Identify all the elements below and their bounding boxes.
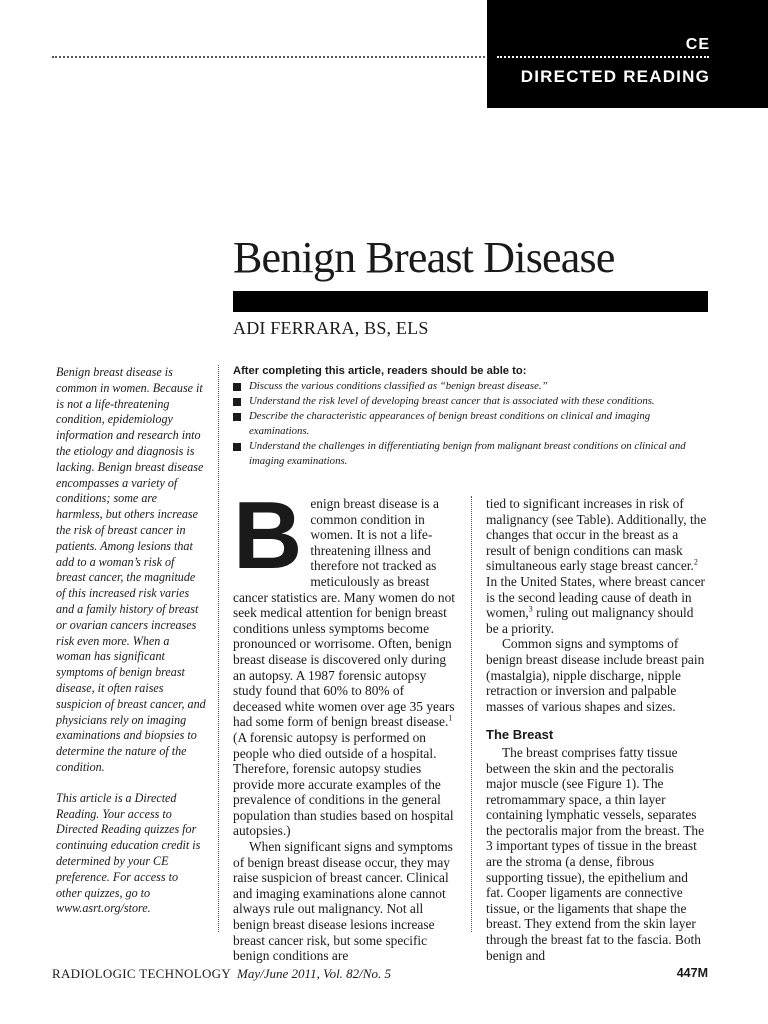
citation: 1 (448, 713, 453, 723)
issue-info: May/June 2011, Vol. 82/No. 5 (237, 966, 391, 981)
objective-item (233, 379, 711, 394)
article-author: ADI FERRARA, BS, ELS (233, 318, 429, 338)
body-column-right (486, 496, 708, 963)
body-paragraph: tied to significant increases in risk of malignancy (see Table). Additionally, the changes that occur in the breast as a result of benign conditions can mask simultaneous early stage breast cancer.$^2$ In the United States, where breast cancer is the second leading cause of death in women,$^3$ ruling out malignancy should be a priority. (486, 496, 707, 636)
citation: 3 (528, 604, 533, 614)
column-divider (471, 496, 473, 932)
ce-label: CE (685, 36, 710, 53)
body-paragraph: When significant signs and symptoms of benign breast disease occur, they may raise suspicion of breast cancer. Clinical and imaging examinations alone cannot always rule out malignancy. Not all benign breast disease lesions increase breast cancer risk, but some specific benign conditions are (233, 839, 453, 964)
title-underline-bar (233, 291, 708, 312)
article-title: Benign Breast Disease (233, 233, 615, 282)
citation: 2 (693, 557, 698, 567)
objective-item (233, 409, 711, 439)
bullet-square-icon (233, 443, 241, 451)
body-paragraph: Common signs and symptoms of benign breast disease include breast pain (mastalgia), nipple discharge, nipple retraction or inversion and palpable masses of various shapes and sizes. (486, 636, 705, 714)
bullet-square-icon (233, 413, 241, 421)
objective-item (233, 439, 711, 469)
objective-item (233, 394, 711, 409)
header-dotted-rule-white (497, 56, 709, 58)
journal-name: RADIOLOGIC TECHNOLOGY (52, 966, 232, 981)
section-header-block (487, 0, 768, 108)
objective-text: Understand the risk level of developing breast cancer that is associated with these conditions. (249, 395, 655, 407)
directed-reading-note: This article is a Directed Reading. Your access to Directed Reading quizzes for continuing education credit is determined by your CE preference. For access to other quizzes, go to www.asrt.org/store. (56, 790, 201, 916)
bullet-square-icon (233, 398, 241, 406)
objective-text: Describe the characteristic appearances of benign breast conditions on clinical and imaging examinations. (249, 410, 651, 437)
objective-text: Discuss the various conditions classified as “benign breast disease.” (249, 380, 548, 392)
objectives-heading: After completing this article, readers should be able to: (233, 365, 527, 377)
objectives-list (233, 379, 711, 469)
body-paragraph: The breast comprises fatty tissue between the skin and the pectoralis major muscle (see Figure 1). The retromammary space, a thin layer containing lymphatic vessels, separates the pectoralis major from the breast. The 3 important types of tissue in the breast are the stroma (a dense, fibrous supporting tissue), the epithelium and fat. Cooper ligaments are connective tissue, or the ligaments that shape the breast. They extend from the skin layer through the breast fat to the fascia. Both benign and (486, 744, 705, 963)
body-paragraph: enign breast disease is a common condition in women. It is not a life-threatening illness and therefore not tracked as meticulously as breast cancer statistics are. Many women do not seek medical attention for benign breast conditions unless symptoms become pronounced or worrisome. Often, benign breast disease is discovered only during an autopsy. A 1987 forensic autopsy study found that 60% to 80% of deceased white women over age 35 years had some form of benign breast disease.$^1$ (A forensic autopsy is performed on people who died outside of a hospital. Therefore, forensic autopsy studies provide more accurate examples of the prevalence of conditions in the general population than studies based on hospital autopsies.) (233, 496, 455, 839)
learning-objectives (233, 365, 711, 469)
body-column-left (233, 482, 455, 964)
page-number: 447M (676, 966, 708, 980)
section-label: DIRECTED READING (520, 67, 710, 86)
bullet-square-icon (233, 383, 241, 391)
abstract-paragraph: Benign breast disease is common in women. Because it is not a life-threatening condition, epidemiology information and research into the etiology and diagnosis is lacking. Benign breast disease encompasses a variety of conditions; some are harmless, but others increase the risk of breast cancer in patients. Among lesions that add to a woman’s risk of breast cancer, the magnitude of this increased risk varies and a family history of breast or ovarian cancers increases risk even more. When a woman has significant symptoms of benign breast disease, it often raises suspicion of breast cancer, and physicians rely on imaging examinations and biopsies to determine the nature of the condition. (56, 365, 206, 774)
abstract-sidebar (56, 365, 206, 932)
drop-cap: B (233, 482, 303, 589)
objective-text: Understand the challenges in differentiating benign from malignant breast conditions on clinical and imaging examinations. (249, 440, 686, 467)
section-heading: The Breast (486, 727, 554, 743)
sidebar-divider (218, 365, 220, 932)
page-footer (52, 966, 708, 982)
